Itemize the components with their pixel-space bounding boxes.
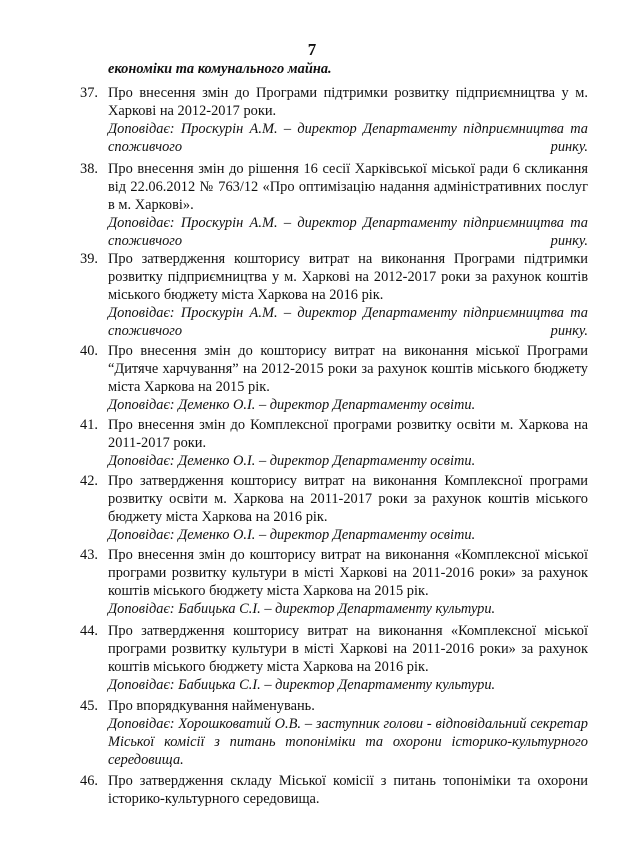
agenda-item-38 [80,160,588,250]
item-speaker: Доповідає: Хорошковатий О.В. – заступник голови - відповідальний секретар Міської комісії з питань топоніміки та охорони історико-культурного середовища. [108,716,588,768]
item-number: 42. [80,473,98,489]
page-number: 7 [307,40,317,59]
item-speaker: Доповідає: Проскурін А.М. – директор Департаменту підприємництва та споживчого ринку. [108,305,588,339]
item-number: 43. [80,547,98,563]
item-number: 45. [80,698,98,714]
continuation-line: економіки та комунального майна. [108,61,332,77]
item-speaker: Доповідає: Проскурін А.М. – директор Департаменту підприємництва та споживчого ринку. [108,121,588,155]
item-title: Про впорядкування найменувань. [108,698,315,714]
item-title: Про затвердження кошторису витрат на виконання Комплексної програми розвитку освіти м. Харкова на 2011-2017 роки за рахунок коштів міського бюджету міста Харкова на 2016 рік. [108,473,588,525]
item-title: Про внесення змін до кошторису витрат на виконання міської Програми “Дитяче харчування” на 2012-2015 роки за рахунок коштів міського бюджету міста Харкова на 2015 рік. [108,343,588,395]
item-speaker: Доповідає: Бабицька С.І. – директор Департаменту культури. [108,601,496,617]
item-speaker: Доповідає: Деменко О.І. – директор Департаменту освіти. [108,453,476,469]
item-number: 41. [80,417,98,433]
item-speaker: Доповідає: Деменко О.І. – директор Департаменту освіти. [108,397,476,413]
item-title: Про внесення змін до рішення 16 сесії Харківської міської ради 6 скликання від 22.06.2012 № 763/12 «Про оптимізацію надання адміністративних послуг в м. Харкові». [108,161,588,213]
item-title: Про затвердження кошторису витрат на виконання Програми підтримки розвитку підприємництва у м. Харкові на 2012-2017 роки за рахунок коштів міського бюджету міста Харкова на 2016 рік. [108,251,588,303]
item-number: 40. [80,343,98,359]
agenda-item-40 [80,342,588,414]
item-title: Про затвердження складу Міської комісії з питань топоніміки та охорони історико-культурного середовища. [108,773,588,807]
item-speaker: Доповідає: Проскурін А.М. – директор Департаменту підприємництва та споживчого ринку. [108,215,588,249]
agenda-item-46 [80,772,588,808]
agenda-item-44 [80,622,588,694]
item-number: 38. [80,161,98,177]
item-title: Про затвердження кошторису витрат на виконання «Комплексної міської програми розвитку культури в місті Харкові на 2011-2016 роки» за рахунок коштів міського бюджету міста Харкова на 2016 рік. [108,623,588,675]
item-number: 39. [80,251,98,267]
agenda-item-39 [80,250,588,340]
agenda-item-42 [80,472,588,544]
agenda-item-43 [80,546,588,618]
item-number: 37. [80,85,98,101]
agenda-item-41 [80,416,588,470]
item-number: 46. [80,773,98,789]
agenda-item-45 [80,697,588,769]
item-title: Про внесення змін до Комплексної програми розвитку освіти м. Харкова на 2011-2017 роки. [108,417,588,451]
item-number: 44. [80,623,98,639]
item-speaker: Доповідає: Бабицька С.І. – директор Департаменту культури. [108,677,496,693]
item-title: Про внесення змін до Програми підтримки розвитку підприємництва у м. Харкові на 2012-2017 роки. [108,85,588,119]
agenda-item-37 [80,84,588,156]
item-speaker: Доповідає: Деменко О.І. – директор Департаменту освіти. [108,527,476,543]
item-title: Про внесення змін до кошторису витрат на виконання «Комплексної міської програми розвитку культури в місті Харкові на 2011-2016 роки» за рахунок коштів міського бюджету міста Харкова на 2015 рік. [108,547,588,599]
